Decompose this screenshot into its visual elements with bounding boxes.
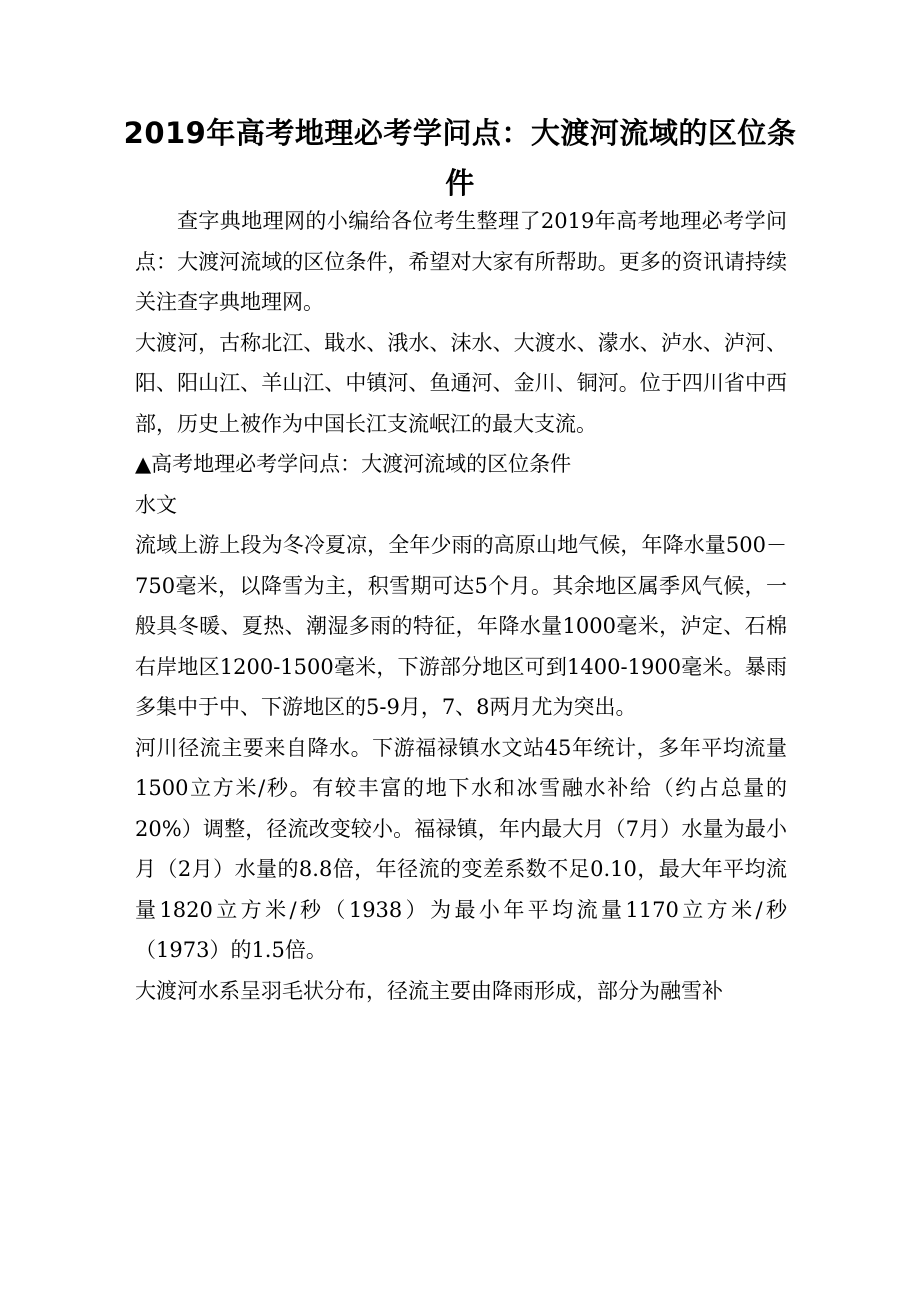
section-heading-hydrology: 水文 bbox=[135, 492, 177, 517]
document-body bbox=[135, 201, 787, 1011]
document-title: 2019年高考地理必考学问点：大渡河流域的区位条件 bbox=[123, 116, 797, 200]
river-overview-paragraph: 大渡河，古称北江、戢水、涐水、沫水、大渡水、濛水、泸水、泸河、阳、阳山江、羊山江、中镇河、鱼通河、金川、铜河。位于四川省中西部，历史上被作为中国长江支流岷江的最大支流。 bbox=[135, 330, 787, 436]
climate-paragraph: 流域上游上段为冬冷夏凉，全年少雨的高原山地气候，年降水量500－750毫米，以降雪为主，积雪期可达5个月。其余地区属季风气候，一般具冬暖、夏热、潮湿多雨的特征，年降水量1000毫米，泸定、石棉右岸地区1200-1500毫米，下游部分地区可到1400-1900毫米。暴雨多集中于中、下游地区的5-9月，7、8两月尤为突出。 bbox=[135, 533, 787, 719]
runoff-paragraph: 河川径流主要来自降水。下游福禄镇水文站45年统计，多年平均流量1500立方米/秒。有较丰富的地下水和冰雪融水补给（约占总量的20%）调整，径流改变较小。福禄镇，年内最大月（7月）水量为最小月（2月）水量的8.8倍，年径流的变差系数不足0.10，最大年平均流量1820立方米/秒（1938）为最小年平均流量1170立方米/秒（1973）的1.5倍。 bbox=[135, 735, 787, 962]
river-system-paragraph: 大渡河水系呈羽毛状分布，径流主要由降雨形成，部分为融雪补 bbox=[135, 978, 723, 1003]
intro-paragraph: 查字典地理网的小编给各位考生整理了2019年高考地理必考学问点：大渡河流域的区位条件，希望对大家有所帮助。更多的资讯请持续关注查字典地理网。 bbox=[135, 209, 787, 314]
figure-caption: ▲高考地理必考学问点：大渡河流域的区位条件 bbox=[135, 452, 572, 476]
